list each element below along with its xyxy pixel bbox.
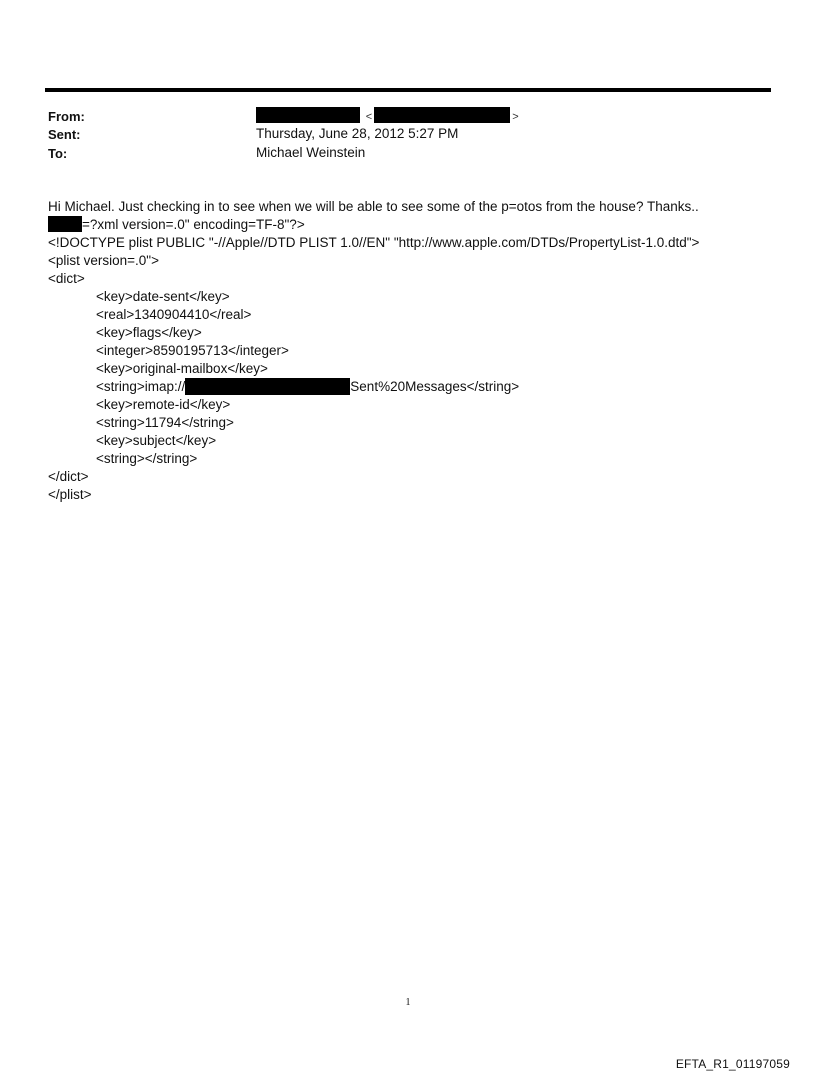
greeting-line: Hi Michael. Just checking in to see when we will be able to see some of the p=otos from the house? Thanks..	[48, 199, 699, 214]
doctype-line: <!DOCTYPE plist PUBLIC "-//Apple//DTD PLIST 1.0//EN" "http://www.apple.com/DTDs/PropertyList-1.0.dtd">	[48, 235, 700, 250]
redaction-imap-account	[185, 378, 350, 395]
email-open-bracket: <	[365, 111, 373, 123]
sent-label: Sent:	[48, 127, 81, 142]
plist-close-line: </plist>	[48, 487, 92, 502]
string-remote-id-line: <string>11794</string>	[96, 415, 234, 430]
email-body	[48, 198, 788, 504]
sent-value: Thursday, June 28, 2012 5:27 PM	[256, 126, 459, 141]
from-value	[256, 107, 521, 126]
integer-value-line: <integer>8590195713</integer>	[96, 343, 289, 358]
to-value: Michael Weinstein	[256, 145, 366, 160]
xml-declaration-line	[48, 216, 788, 234]
key-remote-id-line: <key>remote-id</key>	[96, 397, 231, 412]
xml-declaration-text: =?xml version=.0" encoding=TF-8"?>	[82, 217, 305, 232]
bates-number: EFTA_R1_01197059	[675, 1057, 790, 1071]
header-rule	[45, 88, 771, 92]
string-imap-suffix: Sent%20Messages</string>	[350, 379, 520, 394]
string-imap-prefix: <string>imap://	[96, 379, 186, 394]
redaction-sender-email	[374, 107, 510, 123]
dict-close-line: </dict>	[48, 469, 89, 484]
key-date-sent-line: <key>date-sent</key>	[96, 289, 230, 304]
redaction-sender-name	[256, 107, 360, 123]
key-subject-line: <key>subject</key>	[96, 433, 217, 448]
plist-open-line: <plist version=.0">	[48, 253, 159, 268]
key-mailbox-line: <key>original-mailbox</key>	[96, 361, 268, 376]
page-number: 1	[405, 997, 411, 1008]
from-label: From:	[48, 109, 85, 124]
redaction-xml	[48, 216, 82, 232]
key-flags-line: <key>flags</key>	[96, 325, 202, 340]
dict-open-line: <dict>	[48, 271, 85, 286]
string-subject-line: <string></string>	[96, 451, 198, 466]
to-label: To:	[48, 146, 68, 161]
real-value-line: <real>1340904410</real>	[96, 307, 252, 322]
email-close-bracket: >	[512, 111, 519, 123]
string-imap-line	[48, 378, 788, 396]
